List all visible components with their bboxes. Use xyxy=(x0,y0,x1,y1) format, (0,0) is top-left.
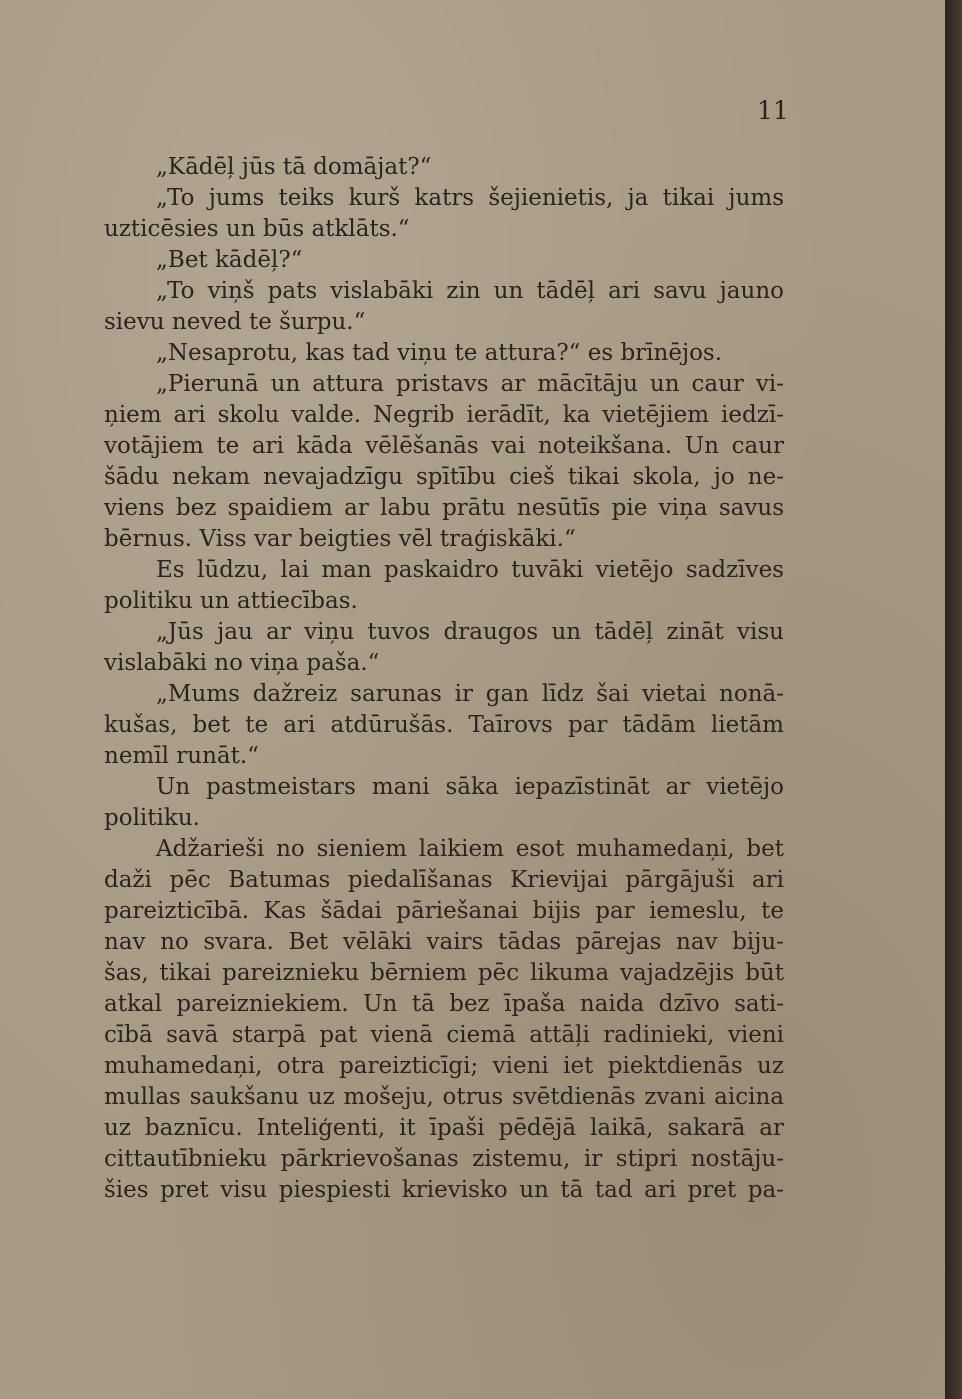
text-line: „Mums dažreiz sarunas ir gan līdz šai vietai nonā- xyxy=(156,681,784,707)
text-line: politiku. xyxy=(104,805,200,831)
text-line: Un pastmeistars mani sāka iepazīstināt ar vietējo xyxy=(156,774,784,800)
text-line: kušas, bet te ari atdūrušās. Taīrovs par tādām lietām xyxy=(104,712,784,738)
text-line: nav no svara. Bet vēlāki vairs tādas pārejas nav biju- xyxy=(104,929,784,955)
text-line: politiku un attiecības. xyxy=(104,588,358,614)
text-line: votājiem te ari kāda vēlēšanās vai noteikšana. Un caur xyxy=(104,433,784,459)
text-line: ņiem ari skolu valde. Negrib ierādīt, ka vietējiem iedzī- xyxy=(104,402,784,428)
text-line: viens bez spaidiem ar labu prātu nesūtīs pie viņa savus xyxy=(104,495,784,521)
text-line: cībā savā starpā pat vienā ciemā attāļi radinieki, vieni xyxy=(104,1022,784,1048)
text-line: „Jūs jau ar viņu tuvos draugos un tādēļ zināt visu xyxy=(156,619,784,645)
text-line: šādu nekam nevajadzīgu spītību cieš tikai skola, jo ne- xyxy=(104,464,784,490)
text-line: daži pēc Batumas piedalīšanas Krievijai pārgājuši ari xyxy=(104,867,784,893)
text-line: „To viņš pats vislabāki zin un tādēļ ari savu jauno xyxy=(156,278,784,304)
text-line: pareizticībā. Kas šādai pāriešanai bijis par iemeslu, te xyxy=(104,898,784,924)
text-line: mullas saukšanu uz mošeju, otrus svētdienās zvani aicina xyxy=(104,1084,784,1110)
text-line: cittautībnieku pārkrievošanas zistemu, ir stipri nostāju- xyxy=(104,1146,784,1172)
text-line: Adžarieši no sieniem laikiem esot muhamedaņi, bet xyxy=(156,836,784,862)
body-text xyxy=(104,152,784,1206)
text-line: „Pierunā un attura pristavs ar mācītāju un caur vi- xyxy=(156,371,784,397)
text-line: bērnus. Viss var beigties vēl traģiskāki.“ xyxy=(104,526,576,552)
text-line: muhamedaņi, otra pareizticīgi; vieni iet piektdienās uz xyxy=(104,1053,784,1079)
text-line: sievu neved te šurpu.“ xyxy=(104,309,366,335)
text-line: nemīl runāt.“ xyxy=(104,743,259,769)
page-edge xyxy=(945,0,962,1399)
text-line: „Kādēļ jūs tā domājat?“ xyxy=(156,154,432,180)
text-line: „Bet kādēļ?“ xyxy=(156,247,303,273)
text-line: „To jums teiks kurš katrs šejienietis, ja tikai jums xyxy=(156,185,784,211)
text-line: uzticēsies un būs atklāts.“ xyxy=(104,216,410,242)
text-line: šies pret visu piespiesti krievisko un tā tad ari pret pa- xyxy=(104,1177,784,1203)
text-line: vislabāki no viņa paša.“ xyxy=(104,650,380,676)
text-line: atkal pareizniekiem. Un tā bez īpaša naida dzīvo sati- xyxy=(104,991,784,1017)
text-line: šas, tikai pareiznieku bērniem pēc likuma vajadzējis būt xyxy=(104,960,784,986)
text-line: Es lūdzu, lai man paskaidro tuvāki vietējo sadzīves xyxy=(156,557,784,583)
text-line: „Nesaprotu, kas tad viņu te attura?“ es brīnējos. xyxy=(156,340,723,366)
text-line: uz baznīcu. Inteliģenti, it īpaši pēdējā laikā, sakarā ar xyxy=(104,1115,784,1141)
page-number: 11 xyxy=(757,96,789,125)
